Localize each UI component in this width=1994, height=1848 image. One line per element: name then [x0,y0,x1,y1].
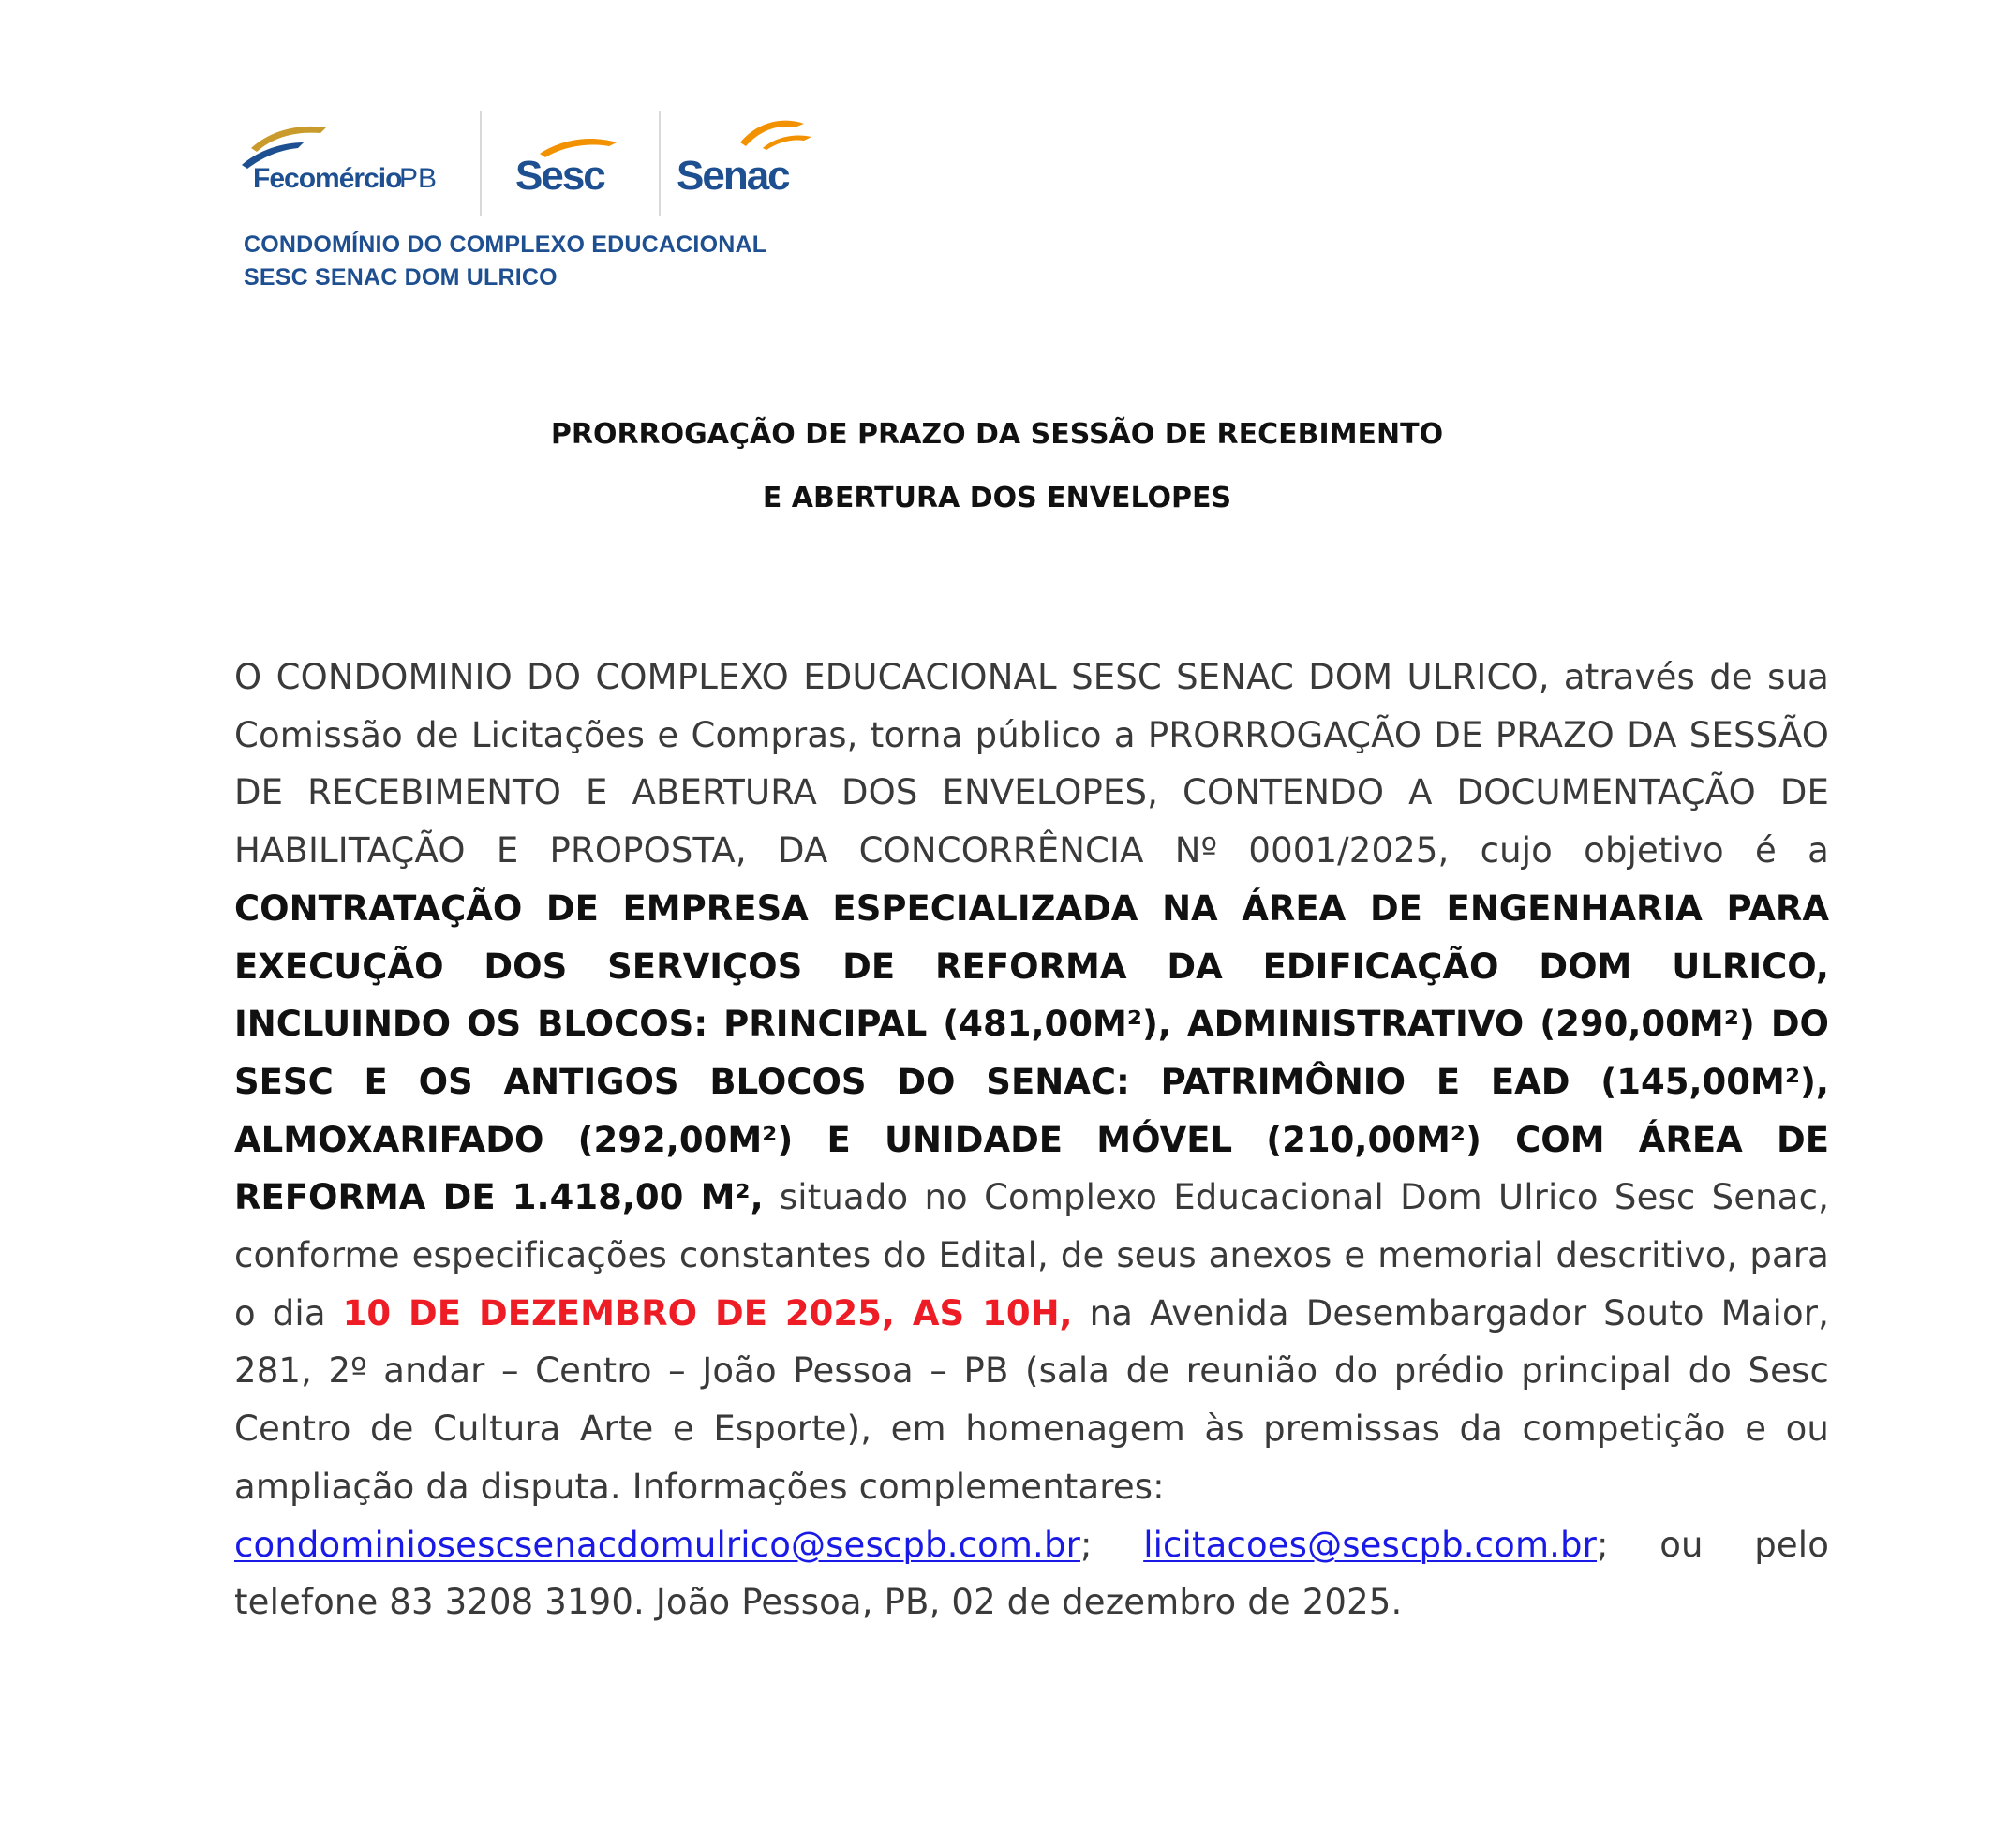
intro-text: O CONDOMINIO DO COMPLEXO EDUCACIONAL SESC SENAC DOM ULRICO, através de sua Comissão de Licitações e Compras, torna público a PRORROGAÇÃO DE PRAZO DA SESSÃO DE RECEBIMENTO E ABERTURA DOS ENVELOPES, CONTENDO A DOCUMENTAÇÃO DE HABILITAÇÃO E PROPOSTA, DA CONCORRÊNCIA Nº 0001/2025, cujo objetivo é a [234,657,1829,872]
closing-text: ; ou pelo telefone 83 3208 3190. João Pessoa, PB, 02 de dezembro de 2025. [234,1524,1830,1623]
organization-caption [244,229,766,294]
email-link-licitacoes[interactable]: licitacoes@sescpb.com.br [1143,1524,1598,1565]
logo-divider [659,111,661,216]
notice-body [234,648,1829,1632]
senac-logo [673,111,832,216]
sesc-logo [506,111,637,216]
separator-text: ; [1079,1524,1144,1565]
email-link-condominio[interactable]: condominiosescsenacdomulrico@sescpb.com.br [234,1524,1080,1565]
svg-text:Senac: Senac [677,153,789,199]
title-line: E ABERTURA DOS ENVELOPES [762,482,1232,514]
caption-line: SESC SENAC DOM ULRICO [244,264,558,291]
svg-text:Fecomércio: Fecomércio [253,163,402,194]
address-text: na Avenida Desembargador Souto Maior, 281, 2º andar – Centro – João Pessoa – PB (sala de reunião do prédio principal do Sesc Centro de Cultura Arte e Esporte), em homenagem às premissas da competição e ou ampliação da disputa. Informações complementares: [234,1292,1830,1507]
location-text: situado no Complexo Educacional Dom Ulrico Sesc Senac, conforme especificações constantes do Edital, de seus anexos e memorial descritivo, para o dia [234,1177,1829,1334]
fecomercio-pb-logo [234,111,469,216]
session-date: 10 DE DEZEMBRO DE 2025, AS 10H, [342,1292,1073,1334]
notice-title [0,403,1994,530]
caption-line: CONDOMÍNIO DO COMPLEXO EDUCACIONAL [244,231,767,258]
contract-object: CONTRATAÇÃO DE EMPRESA ESPECIALIZADA NA ÁREA DE ENGENHARIA PARA EXECUÇÃO DOS SERVIÇOS DE REFORMA DA EDIFICAÇÃO DOM ULRICO, INCLUINDO OS BLOCOS: PRINCIPAL (481,00M²), ADMINISTRATIVO (290,00M²) DO SESC E OS ANTIGOS BLOCOS DO SENAC: PATRIMÔNIO E EAD (145,00M²), ALMOXARIFADO (292,00M²) E UNIDADE MÓVEL (210,00M²) COM ÁREA DE REFORMA DE 1.418,00 M², [234,887,1829,1218]
svg-text:PB: PB [399,163,438,194]
logo-row [234,111,843,216]
svg-text:Sesc: Sesc [515,153,604,199]
logo-divider [480,111,482,216]
title-line: PRORROGAÇÃO DE PRAZO DA SESSÃO DE RECEBIMENTO [550,418,1444,451]
